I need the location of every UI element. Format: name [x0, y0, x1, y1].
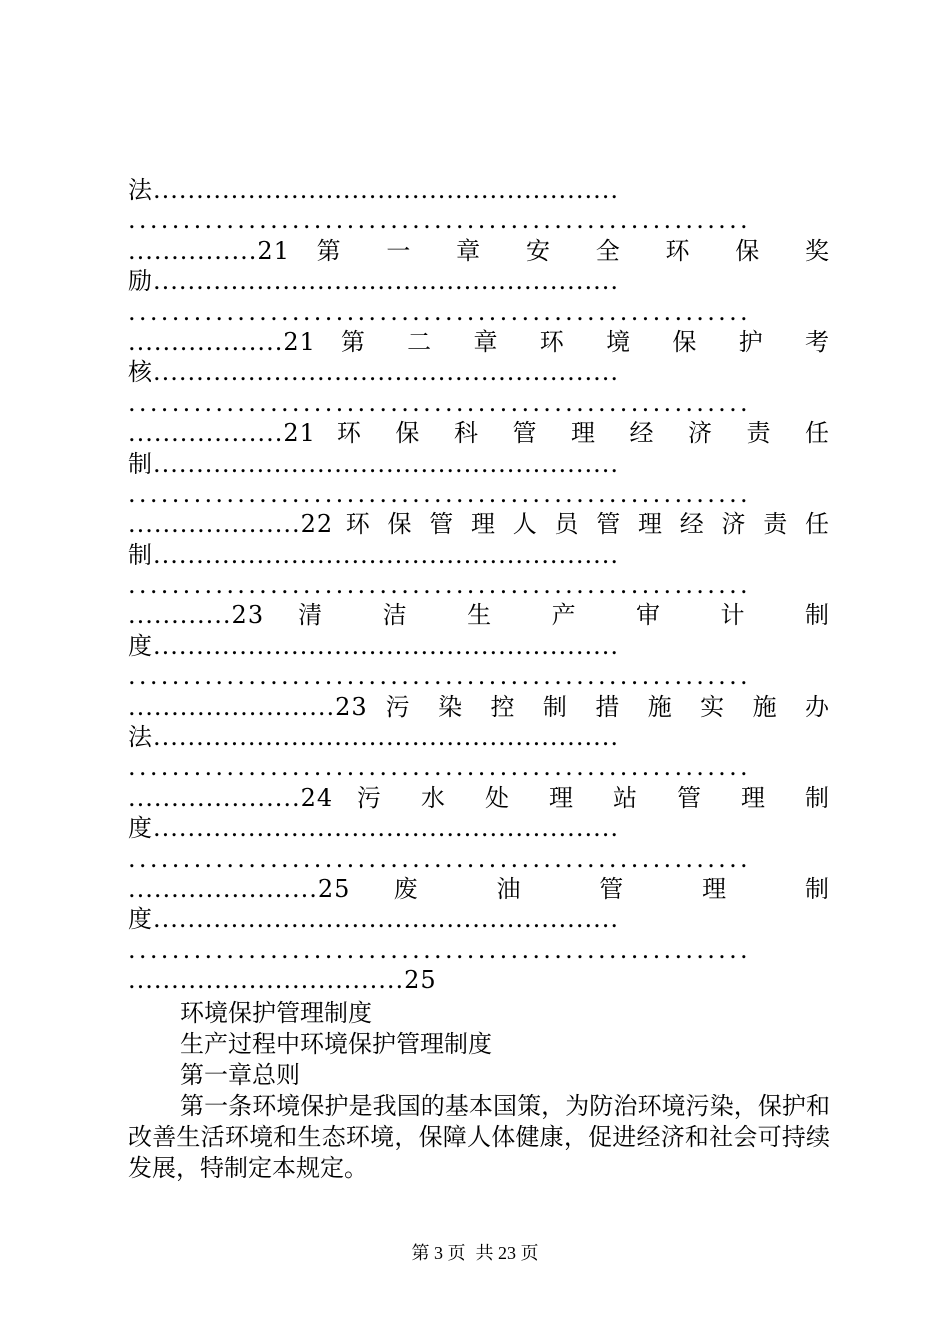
toc-entry[interactable]: ..................21 环 保 科 管 理 经 济 责 任	[128, 419, 830, 448]
page-total: 共 23 页	[475, 1243, 539, 1263]
toc-line: .........................................................	[128, 206, 751, 235]
toc-entry[interactable]: ..................21 第 二 章 环 境 保 护 考	[128, 327, 830, 356]
toc-line: ................................25	[128, 966, 437, 995]
toc-line: 度......................................................	[128, 814, 619, 843]
toc-line: 制......................................................	[128, 540, 619, 569]
chapter-heading: 第一章总则	[180, 1061, 300, 1089]
document-title: 环境保护管理制度	[180, 999, 372, 1027]
article-paragraph: 第一条环境保护是我国的基本国策，为防治环境污染，保护和改善生活环境和生态环境，保障人体健康，促进经济和社会可持续发展，特制定本规定。	[128, 1092, 830, 1182]
table-of-contents	[128, 175, 830, 996]
toc-entry[interactable]: ........................23 污 染 控 制 措 施 实 施 办	[128, 692, 830, 721]
toc-line: .........................................................	[128, 571, 751, 600]
page-footer	[0, 1241, 950, 1265]
toc-line: 度......................................................	[128, 905, 619, 934]
toc-line: .........................................................	[128, 479, 751, 508]
toc-line: 励......................................................	[128, 267, 619, 296]
toc-line: .........................................................	[128, 935, 751, 964]
toc-line: 制......................................................	[128, 449, 619, 478]
toc-line: 核......................................................	[128, 358, 619, 387]
toc-line: .........................................................	[128, 753, 751, 782]
toc-line: .........................................................	[128, 662, 751, 691]
toc-line: 法......................................................	[128, 723, 619, 752]
toc-line: .........................................................	[128, 297, 751, 326]
toc-line: 度......................................................	[128, 631, 619, 660]
toc-entry[interactable]: ....................24 污 水 处 理 站 管 理 制	[128, 783, 830, 812]
toc-entry[interactable]: ....................22 环 保 管 理 人 员 管 理 经 济 责 任	[128, 510, 830, 539]
page-number: 第 3 页	[411, 1243, 466, 1263]
toc-entry[interactable]: ............23 清 洁 生 产 审 计 制	[128, 601, 830, 630]
toc-entry[interactable]: ...............21 第 一 章 安 全 环 保 奖	[128, 236, 830, 265]
document-body	[128, 998, 830, 1184]
toc-line: .........................................................	[128, 844, 751, 873]
toc-line: 法......................................................	[128, 176, 619, 204]
toc-entry[interactable]: ......................25 废 油 管 理 制	[128, 874, 830, 903]
section-title: 生产过程中环境保护管理制度	[180, 1030, 492, 1058]
toc-line: .........................................................	[128, 388, 751, 417]
